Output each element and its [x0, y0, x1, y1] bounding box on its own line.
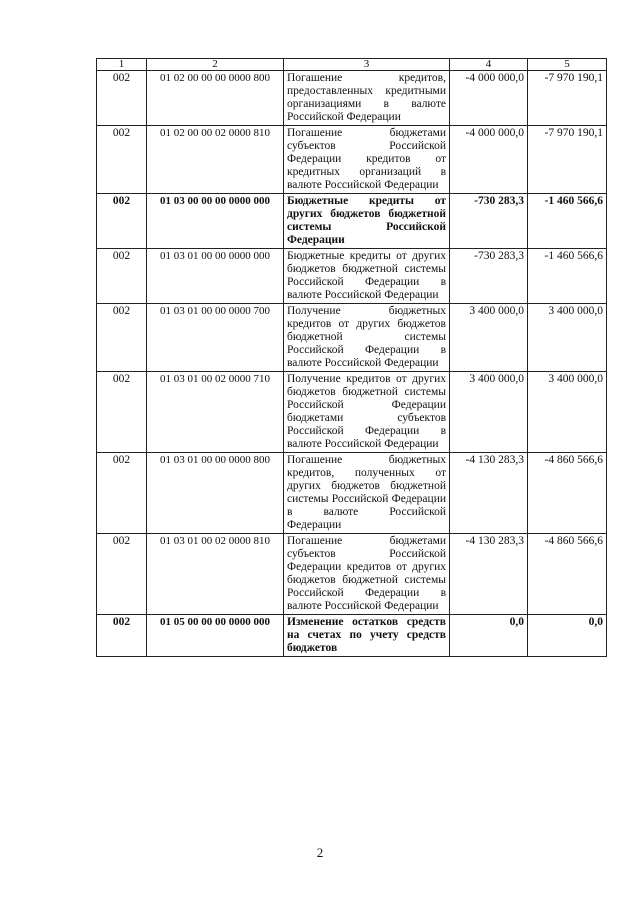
- row-value-col5: -7 970 190,1: [528, 126, 607, 194]
- row-value-col5: -1 460 566,6: [528, 194, 607, 249]
- row-value-col5: -1 460 566,6: [528, 249, 607, 304]
- column-header-3: 3: [284, 59, 450, 71]
- column-header-2: 2: [147, 59, 284, 71]
- row-admin-code: 002: [97, 194, 147, 249]
- row-budget-code: 01 03 01 00 02 0000 710: [147, 372, 284, 453]
- row-budget-code: 01 02 00 00 00 0000 800: [147, 71, 284, 126]
- row-admin-code: 002: [97, 615, 147, 657]
- table-row: [97, 249, 607, 304]
- column-header-1: 1: [97, 59, 147, 71]
- column-header-5: 5: [528, 59, 607, 71]
- row-name: Получение кредитов от других бюджетов бюджетной системы Российской Федерации бюджетами субъектов Российской Федерации в валюте Российской Федерации: [284, 372, 450, 453]
- row-admin-code: 002: [97, 249, 147, 304]
- row-value-col4: -4 130 283,3: [450, 534, 528, 615]
- row-name: Получение бюджетных кредитов от других бюджетов бюджетной системы Российской Федерации в валюте Российской Федерации: [284, 304, 450, 372]
- row-value-col5: -4 860 566,6: [528, 453, 607, 534]
- table-row: [97, 534, 607, 615]
- row-value-col4: 3 400 000,0: [450, 372, 528, 453]
- row-admin-code: 002: [97, 304, 147, 372]
- row-name: Погашение бюджетами субъектов Российской Федерации кредитов от других бюджетов бюджетной системы Российской Федерации в валюте Российской Федерации: [284, 534, 450, 615]
- row-value-col4: 0,0: [450, 615, 528, 657]
- page-number: 2: [316, 845, 324, 860]
- table-header-row: [97, 59, 607, 71]
- table-row: [97, 372, 607, 453]
- row-budget-code: 01 03 01 00 00 0000 700: [147, 304, 284, 372]
- row-value-col4: 3 400 000,0: [450, 304, 528, 372]
- row-value-col4: -4 000 000,0: [450, 71, 528, 126]
- row-admin-code: 002: [97, 126, 147, 194]
- row-value-col5: -7 970 190,1: [528, 71, 607, 126]
- table-row: [97, 71, 607, 126]
- row-name: Бюджетные кредиты от других бюджетов бюджетной системы Российской Федерации в валюте Российской Федерации: [284, 249, 450, 304]
- row-name: Изменение остатков средств на счетах по учету средств бюджетов: [284, 615, 450, 657]
- row-value-col5: 3 400 000,0: [528, 304, 607, 372]
- table-row: [97, 194, 607, 249]
- row-name: Погашение бюджетных кредитов, полученных от других бюджетов бюджетной системы Российской Федерации в валюте Российской Федерации: [284, 453, 450, 534]
- row-value-col5: -4 860 566,6: [528, 534, 607, 615]
- row-name: Погашение кредитов, предоставленных кредитными организациями в валюте Российской Федерации: [284, 71, 450, 126]
- row-budget-code: 01 03 01 00 00 0000 800: [147, 453, 284, 534]
- table-row: [97, 453, 607, 534]
- row-name: Бюджетные кредиты от других бюджетов бюджетной системы Российской Федерации: [284, 194, 450, 249]
- row-budget-code: 01 02 00 00 02 0000 810: [147, 126, 284, 194]
- table-body: [97, 71, 607, 657]
- row-admin-code: 002: [97, 71, 147, 126]
- row-admin-code: 002: [97, 372, 147, 453]
- row-value-col5: 3 400 000,0: [528, 372, 607, 453]
- table-row: [97, 615, 607, 657]
- row-value-col4: -730 283,3: [450, 249, 528, 304]
- budget-sources-table: [96, 58, 607, 657]
- row-value-col4: -4 000 000,0: [450, 126, 528, 194]
- row-value-col5: 0,0: [528, 615, 607, 657]
- row-budget-code: 01 05 00 00 00 0000 000: [147, 615, 284, 657]
- row-value-col4: -4 130 283,3: [450, 453, 528, 534]
- row-name: Погашение бюджетами субъектов Российской Федерации кредитов от кредитных организаций в валюте Российской Федерации: [284, 126, 450, 194]
- row-budget-code: 01 03 01 00 02 0000 810: [147, 534, 284, 615]
- row-admin-code: 002: [97, 453, 147, 534]
- row-value-col4: -730 283,3: [450, 194, 528, 249]
- row-budget-code: 01 03 00 00 00 0000 000: [147, 194, 284, 249]
- column-header-4: 4: [450, 59, 528, 71]
- row-admin-code: 002: [97, 534, 147, 615]
- table-row: [97, 304, 607, 372]
- table-row: [97, 126, 607, 194]
- row-budget-code: 01 03 01 00 00 0000 000: [147, 249, 284, 304]
